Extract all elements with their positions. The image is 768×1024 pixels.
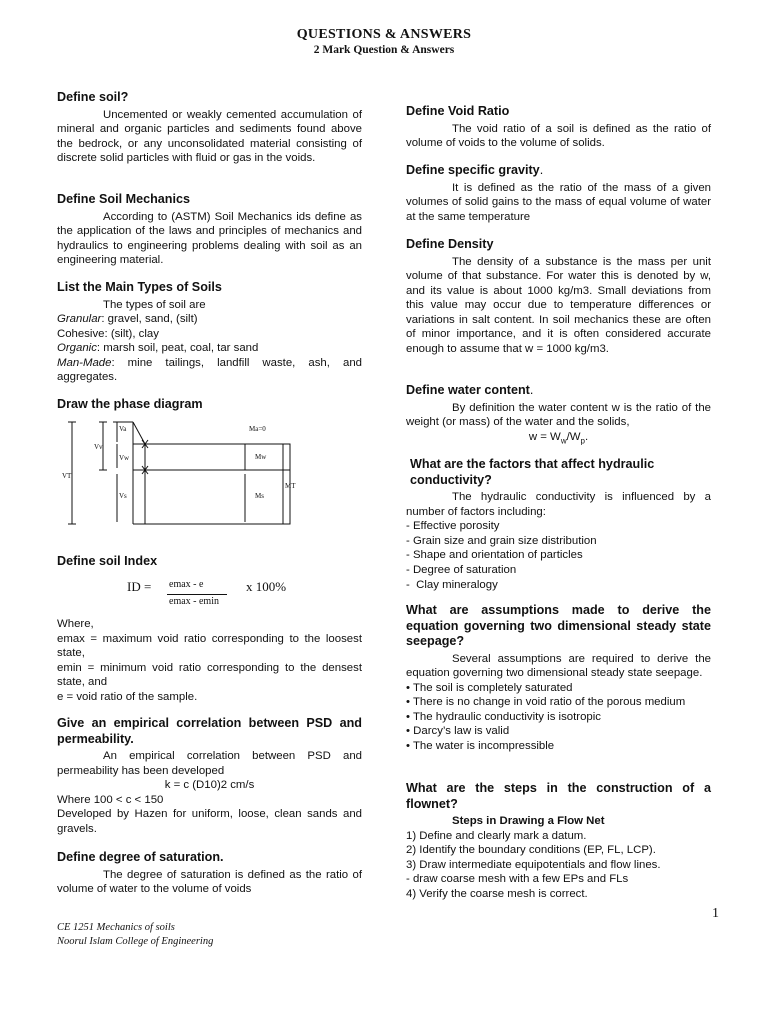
answer-text: Several assumptions are required to derive the equation governing two dimensional steady state seepage. [406,652,711,680]
label-mw: Mw [255,453,267,461]
label-va: Va [119,425,127,433]
list-item: - Grain size and grain size distribution [406,534,597,547]
list-item: - Shape and orientation of particles [406,549,583,562]
sub-heading: Steps in Drawing a Flow Net [452,815,605,827]
type-text: : marsh soil, peat, coal, tar sand [96,342,259,355]
formula-part: . [584,430,589,443]
answer-text: The degree of saturation is defined as the ratio of volume of water to the volume of voids [57,868,362,896]
question-heading: Define Density [406,237,494,251]
heading-dot: . [539,163,544,177]
section-psd-correlation [57,716,362,837]
where-label: Where, [57,618,94,630]
section-density [406,237,711,357]
list-item: 4) Verify the coarse mesh is correct. [406,887,588,900]
list-item: • The hydraulic conductivity is isotropic [406,710,601,723]
where-text: Where 100 < c < 150 [57,793,164,806]
answer-text: Uncemented or weakly cemented accumulation of mineral and organic particles and sediments found above the bedrock, or any unconsolidated material consisting of discrete solid particles with fluid or gas in the voids. [57,108,362,165]
formula-lhs: ID = [127,579,152,594]
question-heading: List the Main Types of Soils [57,280,222,294]
question-heading: What are the steps in the construction of a flownet? [406,781,711,811]
label-vt: VT [62,472,72,480]
list-item [57,341,362,356]
section-hydraulic-conductivity [406,457,711,592]
footer-college: Noorul Islam College of Engineering [57,936,214,947]
section-define-soil [57,90,362,166]
answer-text: The density of a substance is the mass per unit volume of that substance. For water this is denoted by w, and its value is about 1000 kg/m3. Small deviations from this value may occur due to temperature differences or variations in salt content. In soil mechanics these are often of minor importance, and it is often considered accurate enough to assume that w = 1000 kg/m3. [406,255,711,356]
type-label: Granular [57,313,102,326]
label-ma: Ma=0 [249,425,266,433]
page-number: 1 [712,906,719,921]
definition-emin: emin = minimum void ratio corresponding to the densest state, and [57,661,362,689]
type-text: : gravel, sand, (silt) [101,313,198,326]
type-label: Organic [57,342,97,355]
soil-index-definitions [57,617,362,705]
formula-subscript: p [580,435,585,445]
section-flownet-steps [406,781,711,902]
list-item: • There is no change in void ratio of the porous medium [406,696,686,709]
label-vs: Vs [119,492,127,500]
section-soil-types [57,280,362,385]
fraction-bar [167,594,227,595]
question-heading: Draw the phase diagram [57,397,203,411]
section-soil-mechanics [57,192,362,268]
page-title: QUESTIONS & ANSWERS [296,27,472,42]
question-heading: Define Void Ratio [406,104,510,118]
list-item: 3) Draw intermediate equipotentials and flow lines. [406,858,661,871]
list-item: - Clay mineralogy [406,578,498,591]
factor-list [406,519,711,592]
type-label: Man-Made [57,356,112,369]
steps-list [406,829,711,902]
formula-part: /W [566,430,581,443]
type-text: : mine tailings, landfill waste, ash, and aggregates. [57,356,362,384]
section-seepage-assumptions [406,603,711,754]
answer-text: An empirical correlation between PSD and permeability has been developed [57,750,362,777]
list-item: - draw coarse mesh with a few EPs and FLs [406,873,629,886]
question-heading: Define Soil Mechanics [57,192,190,206]
answer-text: The hydraulic conductivity is influenced by a number of factors including: [406,491,711,518]
section-specific-gravity [406,163,711,224]
list-item: • Darcy’s law is valid [406,725,510,738]
formula-multiplier: x 100% [246,579,287,594]
formula-numerator: emax - e [169,579,204,590]
question-heading [406,163,711,179]
phase-diagram [57,418,297,530]
heading-dot: . [529,383,534,397]
question-heading: Give an empirical correlation between PSD and permeability. [57,716,362,746]
heading-text: Define water content [406,383,530,397]
definition-emax: emax = maximum void ratio corresponding to the loosest state, [57,632,362,660]
definition-e: e = void ratio of the sample. [57,690,198,703]
page-subtitle: 2 Mark Question & Answers [313,44,455,56]
question-heading: Define soil Index [57,554,158,568]
answer-text: According to (ASTM) Soil Mechanics ids define as the application of the laws and principles of mechanics and hydraulics to engineering problems dealing with soil as an engineering material. [57,210,362,267]
list-item: 2) Identify the boundary conditions (EP, FL, LCP). [406,844,656,857]
answer-text: The types of soil are [103,298,206,311]
question-heading: What are the factors that affect hydraulic conductivity? [410,457,655,487]
hazen-text: Developed by Hazen for uniform, loose, clean sands and gravels. [57,808,362,835]
question-heading: Define soil? [57,90,129,104]
question-heading: What are assumptions made to derive the equation governing two dimensional steady state seepage? [406,603,711,648]
label-ms: Ms [255,492,264,500]
list-item: - Degree of saturation [406,563,517,576]
section-soil-index [57,554,362,572]
answer-text: The void ratio of a soil is defined as the ratio of volume of voids to the volume of solids. [406,122,711,150]
formula-k: k = c (D10)2 cm/s [164,779,255,792]
label-mt: MT [285,482,296,490]
section-phase-diagram [57,397,362,415]
water-content-formula [406,430,711,449]
answer-text: It is defined as the ratio of the mass of a given volumes of solid gains to the mass of equal volume of water at the same temperature [406,181,711,223]
formula-subscript: w [560,435,567,445]
list-item: • The soil is completely saturated [406,681,573,694]
list-item: - Effective porosity [406,520,500,533]
question-heading [406,383,711,399]
list-item [57,312,362,327]
list-item: • The water is incompressible [406,740,555,753]
assumption-list [406,681,711,754]
heading-text: Define specific gravity [406,163,540,177]
label-vw: Vw [119,454,130,462]
formula-part: w = W [528,430,561,443]
label-vv: Vv [94,443,103,451]
list-item [57,356,362,385]
formula-denominator: emax - emin [169,596,219,607]
list-item: Cohesive: (silt), clay [57,327,159,340]
footer-course: CE 1251 Mechanics of soils [57,922,175,933]
section-void-ratio [406,104,711,151]
question-heading: Define degree of saturation. [57,850,224,864]
section-degree-saturation [57,850,362,897]
answer-text: By definition the water content w is the ratio of the weight (or mass) of the water and the solids, [406,401,711,429]
list-item: 1) Define and clearly mark a datum. [406,829,587,842]
section-water-content [406,383,711,449]
